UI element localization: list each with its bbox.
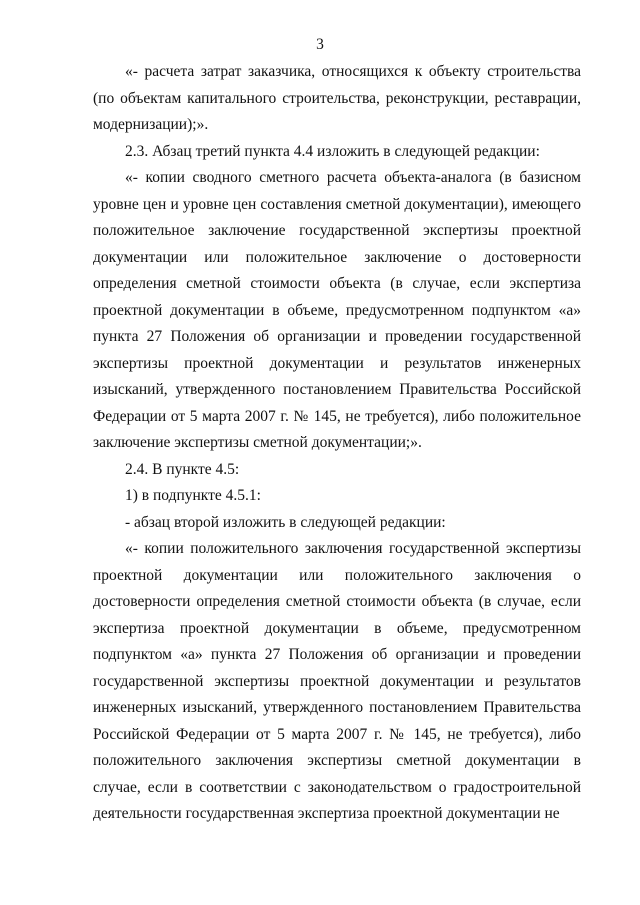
page-number: 3: [316, 36, 324, 53]
paragraph-second-indent: - абзац второй изложить в следующей редакции:: [125, 513, 446, 531]
paragraph-subclause-4-5-1: 1) в подпункте 4.5.1:: [125, 487, 261, 504]
paragraph-analog-estimate: «- копии сводного сметного расчета объекта-аналога (в базисном уровне цен и уровне цен составления сметной документации), имеющего положительное заключение государственной экспертизы проектной документации или положительное заключение о достоверности определения сметной стоимости объекта (в случае, если экспертиза проектной документации в объеме, предусмотренном подпунктом «а» пункта 27 Положения об организации и проведении государственной экспертизы проектной документации и результатов инженерных изысканий, утвержденного постановлением Правительства Российской Федерации от 5 марта 2007 г. № 145, не требуется), либо положительное заключение экспертизы сметной документации;».: [93, 169, 581, 451]
paragraph-cost-calculation: «- расчета затрат заказчика, относящихся к объекту строительства (по объектам капитального строительства, реконструкции, реставрации, модернизации);».: [93, 63, 581, 133]
paragraph-positive-conclusion: «- копии положительного заключения государственной экспертизы проектной документации или положительного заключения о достоверности определения сметной стоимости объекта (в случае, если экспертиза проектной документации в объеме, предусмотренном подпунктом «а» пункта 27 Положения об организации и проведении государственной экспертизы проектной документации и результатов инженерных изысканий, утвержденного постановлением Правительства Российской Федерации от 5 марта 2007 г. № 145, не требуется), либо положительного заключения экспертизы сметной документации в случае, если в соответствии с законодательством о градостроительной деятельности государственная экспертиза проектной документации не: [93, 540, 581, 822]
document-body: [93, 59, 581, 828]
paragraph-clause-2-3: 2.3. Абзац третий пункта 4.4 изложить в следующей редакции:: [125, 142, 540, 160]
paragraph-clause-2-4: 2.4. В пункте 4.5:: [125, 460, 240, 478]
